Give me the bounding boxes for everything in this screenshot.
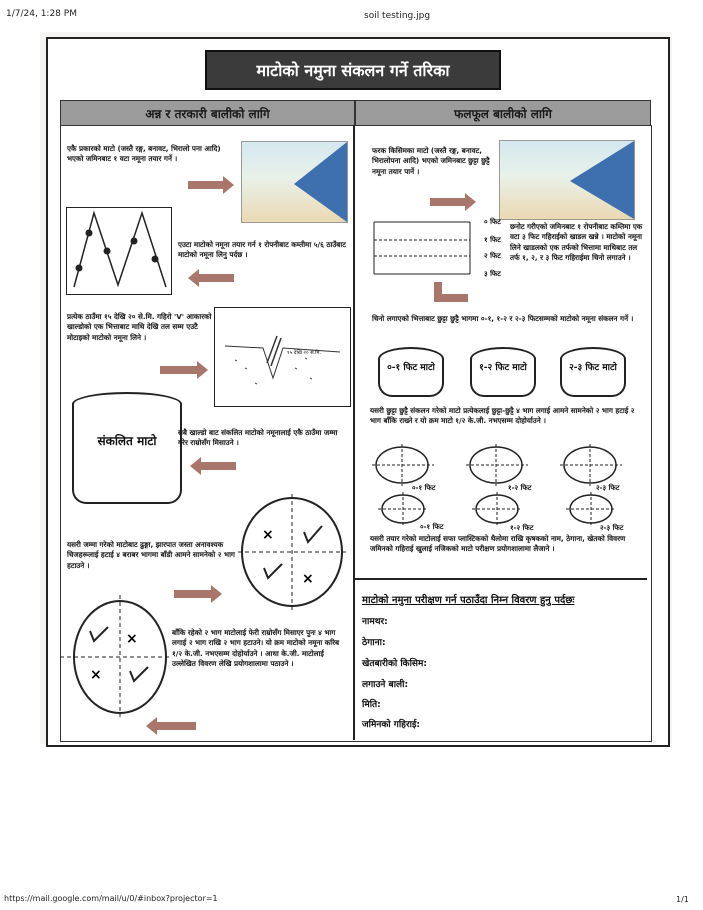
- print-page-number: 1/1: [676, 895, 689, 904]
- right-column-heading: फलफूल बालीको लागि: [355, 100, 651, 126]
- left-step3-text: प्रत्येक ठाउँमा १५ देखि २० से.मि. गहिरो 'V' आकारको खाल्डोको एक भित्ताबाट माथि देखि तल सम्म एउटै मोटाइको माटोको नमूना लिने ।: [67, 312, 212, 342]
- field-photo-left-graphic: [242, 142, 347, 222]
- arrow-right-icon: [174, 590, 212, 598]
- right-step3-text: चिनो लगाएको भित्ताबाट छुट्टा छुट्टै भागमा ०-१, १-२ र २-३ फिटसम्मको माटोको नमूना संकलन गर्ने ।: [372, 314, 634, 323]
- left-column-heading: अन्न र तरकारी बालीको लागि: [60, 100, 355, 126]
- soil-cup-1-2: [470, 347, 536, 397]
- print-timestamp: 1/7/24, 1:28 PM: [6, 9, 77, 19]
- quartering-circle-right: [238, 494, 346, 610]
- mini-quarter-circle-small: [472, 492, 522, 526]
- left-step1-text: एकै प्रकारको माटो (जस्तै रङ्ग, बनावट, भिरालो पना आदि) भएको जमिनबाट १ वटा नमूना तयार गर्ने ।: [67, 144, 221, 164]
- form-field-depth: जमिनको गहिराई:: [362, 720, 420, 730]
- bucket-label: संकलित माटो: [97, 434, 157, 448]
- arrow-right-icon: [188, 181, 224, 189]
- ring-label: ०-१ फिट: [412, 484, 436, 492]
- soil-cup-0-1: [378, 347, 444, 397]
- form-field-crop: लगाउने बाली:: [362, 680, 409, 690]
- soil-cup-2-3: [560, 347, 626, 397]
- left-step2-text: एउटा माटोको नमूना तयार गर्न १ रोपनीबाट कम्तीमा ५/६ ठाउँबाट माटोको नमूना लिनु पर्दछ ।: [178, 240, 346, 260]
- form-field-date: मिति:: [362, 700, 381, 710]
- pit-depth-note: १५ देखि २० से.मि.: [287, 350, 322, 356]
- right-step1-text: फरक किसिमका माटो (जस्तै रङ्ग, बनावट, भिरालोपना आदि) भएको जमिनबाट छुट्टा छुट्टै नमूना तयार पार्ने ।: [372, 146, 490, 176]
- ring-label: ०-१ फिट: [420, 523, 444, 531]
- collected-soil-bucket: [72, 392, 182, 504]
- left-step4-text: सबै खाल्डो बाट संकलित माटोको नमूनालाई एकै ठाउँमा जम्मा गरेर राम्रोसँग मिसाउने ।: [178, 428, 338, 448]
- poster-title: माटोको नमुना संकलन गर्ने तरिका: [205, 50, 501, 90]
- ring-label: १-२ फिट: [510, 524, 534, 532]
- cup-label: ०-१ फिट माटो: [387, 363, 435, 373]
- zigzag-sampling-diagram: [66, 207, 172, 295]
- cup-label: १-२ फिट माटो: [479, 363, 527, 373]
- form-field-address: ठेगाना:: [362, 638, 386, 648]
- v-pit-graphic: [215, 308, 350, 406]
- depth-label: ३ फिट: [484, 270, 501, 278]
- form-field-land-type: खेतबारीको किसिम:: [362, 659, 427, 669]
- arrow-right-icon: [160, 366, 198, 374]
- depth-label: १ फिट: [484, 236, 501, 244]
- ring-label: १-२ फिट: [508, 484, 532, 492]
- ring-label: २-३ फिट: [596, 484, 620, 492]
- svg-text:×: ×: [262, 527, 274, 543]
- arrow-left-icon: [200, 462, 236, 470]
- depth-label: ० फिट: [484, 218, 501, 226]
- ring-label: २-३ फिट: [600, 524, 624, 532]
- svg-text:×: ×: [90, 667, 102, 683]
- print-url: https://mail.google.com/mail/u/0/#inbox?projector=1: [4, 894, 218, 903]
- arrow-right-icon: [430, 198, 466, 206]
- svg-text:×: ×: [126, 631, 138, 647]
- right-step4-text: यसरी छुट्टा छुट्टै संकलन गरेको माटो प्रत्येकलाई छुट्टा-छुट्टै ४ भाग लगाई आमने सामनेको २ भाग हटाई २ भाग बाँकि राख्ने र यो क्रम माटो १/२ के.जी. नभएसम्म दोहोर्याउने ।: [370, 406, 635, 426]
- field-photo-left: [241, 141, 348, 223]
- mini-quarter-circle: [466, 444, 530, 486]
- print-filename: soil testing.jpg: [364, 11, 431, 21]
- mini-quarter-circle: [372, 444, 436, 486]
- left-step6-text: बाँकि रहेको २ भाग माटोलाई फेरी राम्रोसँग मिसाएर पुनः ४ भाग लगाई २ भाग राखि २ भाग हटाउने। यो क्रम माटोको नमूना करिब १/२ के.जी. नभएसम्म दोहोर्याउने । आधा के.जी. माटोलाई उल्लेखित विवरण लेखि प्रयोगशालामा पठाउने ।: [172, 628, 340, 669]
- svg-text:×: ×: [302, 571, 314, 587]
- right-step2-text: छनोट गरीएको जमिनबाट १ रोपनीबाट कम्तिमा एक वटा ३ फिट गहिराईको खाडल खन्ने । माटोको नमूना लिने खाडलको एक तर्फको भित्तामा माथिबाट तल तर्फ १, २, र ३ फिट गहिराईमा चिनो लगाउने ।: [510, 222, 643, 263]
- depth-label: २ फिट: [484, 252, 501, 260]
- left-step5-text: यसरी जम्मा गरेको माटोबाट ढुङ्गा, झारपात जस्ता अनावश्यक चिजहरूलाई हटाई ४ बराबर भागमा बाँडी आमने सामनेको २ भाग हटाउने ।: [67, 540, 235, 570]
- field-photo-right: [499, 140, 635, 220]
- form-title: माटोको नमुना परीक्षण गर्न पठाउँदा निम्न विवरण हुनु पर्दछः: [362, 595, 575, 606]
- v-pit-sketch: [214, 307, 351, 407]
- arrow-left-icon: [156, 722, 196, 730]
- mini-quarter-circle-small: [566, 492, 616, 526]
- right-step5-text: यसरी तयार गरेको माटोलाई सफा प्लास्टिकको थैलोमा राखि कृषकको नाम, ठेगाना, खेतको विवरण जमिनको गहिराई खुलाई नजिकको माटो परीक्षण प्रयोगशालामा लैजाने ।: [370, 534, 626, 554]
- mini-quarter-circle: [560, 444, 624, 486]
- quartering-circle-left: [60, 595, 172, 717]
- arrow-up-icon-base: [434, 294, 468, 302]
- pit-depth-diagram: [370, 218, 482, 284]
- cup-label: २-३ फिट माटो: [569, 363, 617, 373]
- arrow-left-icon: [198, 274, 234, 282]
- mini-quarter-circle-small: [378, 492, 428, 526]
- field-photo-right-graphic: [500, 141, 634, 219]
- form-field-name: नामथर:: [362, 617, 388, 627]
